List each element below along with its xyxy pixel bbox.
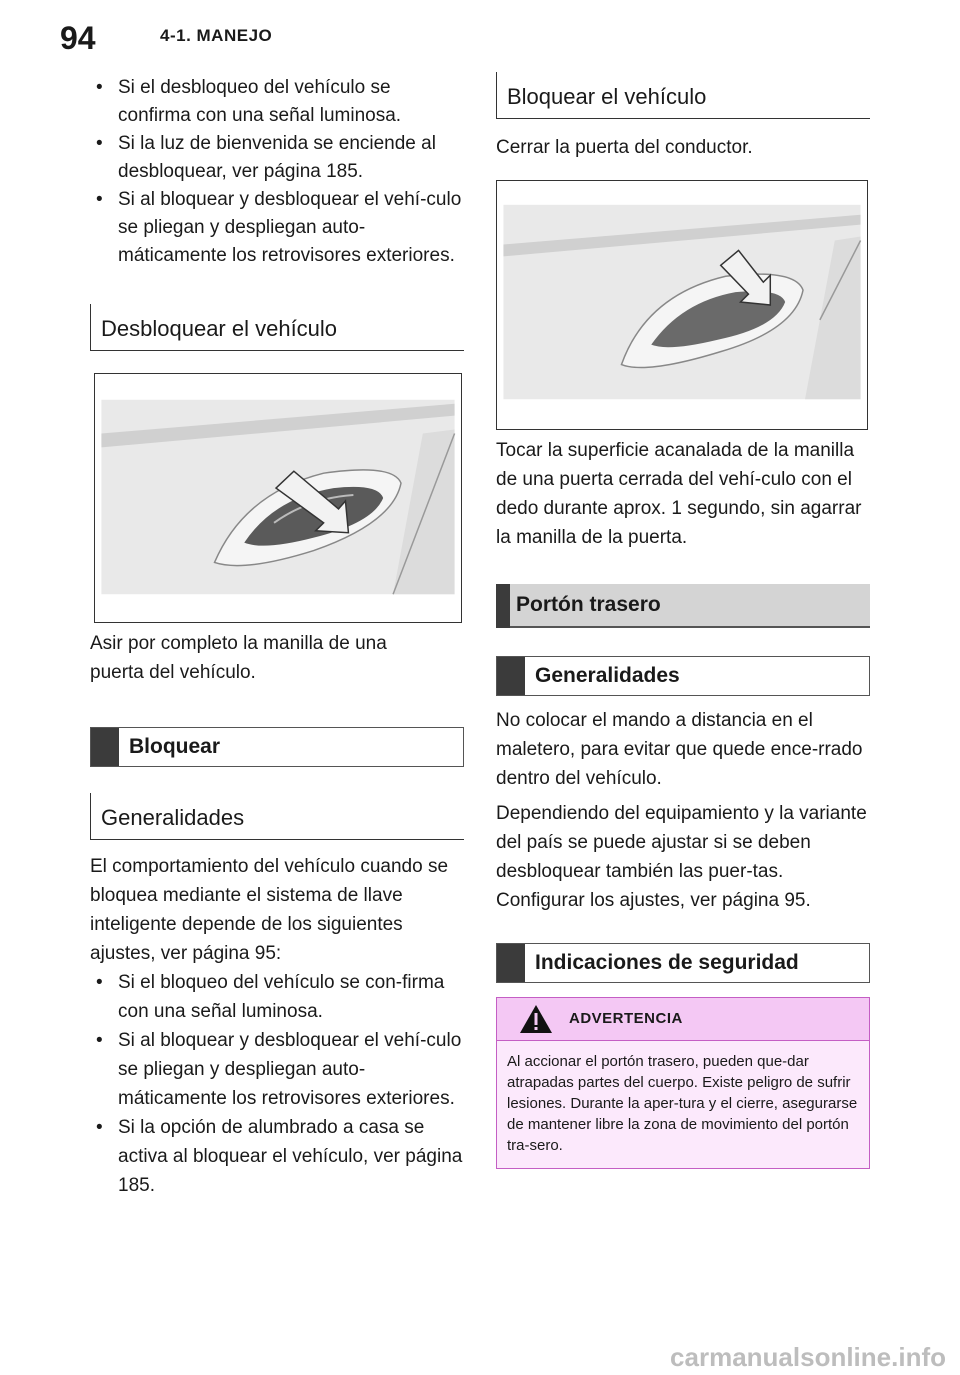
list-item: • Si la opción de alumbrado a casa se activa al bloquear el vehículo, ver página 185.	[90, 1113, 464, 1200]
door-handle-touch-image	[497, 181, 867, 429]
chapter-title: 4-1. MANEJO	[160, 26, 273, 45]
list-item: • Si al bloquear y desbloquear el vehí-culo se pliegan y despliegan auto-máticamente los retrovisores exteriores.	[90, 186, 464, 270]
intro-bullet-list	[90, 74, 464, 270]
door-handle-illustration	[94, 373, 462, 623]
left-column	[90, 72, 464, 1200]
unlock-heading: Desbloquear el vehículo	[90, 304, 464, 351]
list-item: • Si el desbloqueo del vehículo se confirma con una señal luminosa.	[90, 74, 464, 130]
door-handle-image	[95, 374, 461, 622]
page-number: 94	[60, 20, 96, 56]
lock-vehicle-text: Cerrar la puerta del conductor.	[496, 137, 753, 158]
heading-bar	[497, 657, 525, 695]
watermark: carmanualsonline.info	[670, 1342, 946, 1372]
lock-heading-label: Bloquear	[129, 735, 221, 758]
warning-label: ADVERTENCIA	[569, 1010, 683, 1027]
tailgate-text-2: Dependiendo del equipamiento y la variante del país se puede ajustar si se deben desbloquear también las puer-tas. Configurar los ajustes, ver página 95.	[496, 803, 867, 911]
warning-header	[497, 998, 869, 1041]
tailgate-heading	[496, 584, 870, 628]
list-item: • Si el bloqueo del vehículo se con-firma con una señal luminosa.	[90, 968, 464, 1026]
tailgate-heading-label: Portón trasero	[516, 593, 661, 616]
tailgate-general-heading-label: Generalidades	[535, 664, 680, 687]
tailgate-general-heading	[496, 656, 870, 696]
warning-text: Al accionar el portón trasero, pueden que-dar atrapadas partes del cuerpo. Existe peligro de sufrir lesiones. Durante la aper-tura y el cierre, asegurarse de mantener libre la zona de movimiento del portón tra-sero.	[497, 1041, 869, 1168]
door-handle-touch-illustration	[496, 180, 868, 430]
heading-bar	[91, 728, 119, 766]
unlock-caption: Asir por completo la manilla de una puerta del vehículo.	[90, 633, 387, 683]
list-item: • Si la luz de bienvenida se enciende al desbloquear, ver página 185.	[90, 130, 464, 186]
safety-heading-label: Indicaciones de seguridad	[535, 951, 799, 974]
right-column	[496, 72, 870, 1169]
warning-triangle-icon	[519, 1004, 553, 1034]
tailgate-text-1: No colocar el mando a distancia en el maletero, para evitar que quede ence-rrado dentro del vehículo.	[496, 710, 863, 789]
general-heading: Generalidades	[90, 793, 464, 840]
lock-caption: Tocar la superficie acanalada de la manilla de una puerta cerrada del vehí-culo con el dedo durante aprox. 1 segundo, sin agarrar la manilla de la puerta.	[496, 440, 862, 548]
heading-bar	[497, 944, 525, 982]
heading-bar	[496, 584, 510, 628]
general-text: El comportamiento del vehículo cuando se bloquea mediante el sistema de llave inteligente depende de los siguientes ajustes, ver página 95:	[90, 856, 449, 964]
general-bullet-list	[90, 968, 464, 1200]
warning-box	[496, 997, 870, 1169]
lock-heading	[90, 727, 464, 767]
safety-heading	[496, 943, 870, 983]
list-item: • Si al bloquear y desbloquear el vehí-culo se pliegan y despliegan auto-máticamente los retrovisores exteriores.	[90, 1026, 464, 1113]
lock-vehicle-heading: Bloquear el vehículo	[496, 72, 870, 119]
